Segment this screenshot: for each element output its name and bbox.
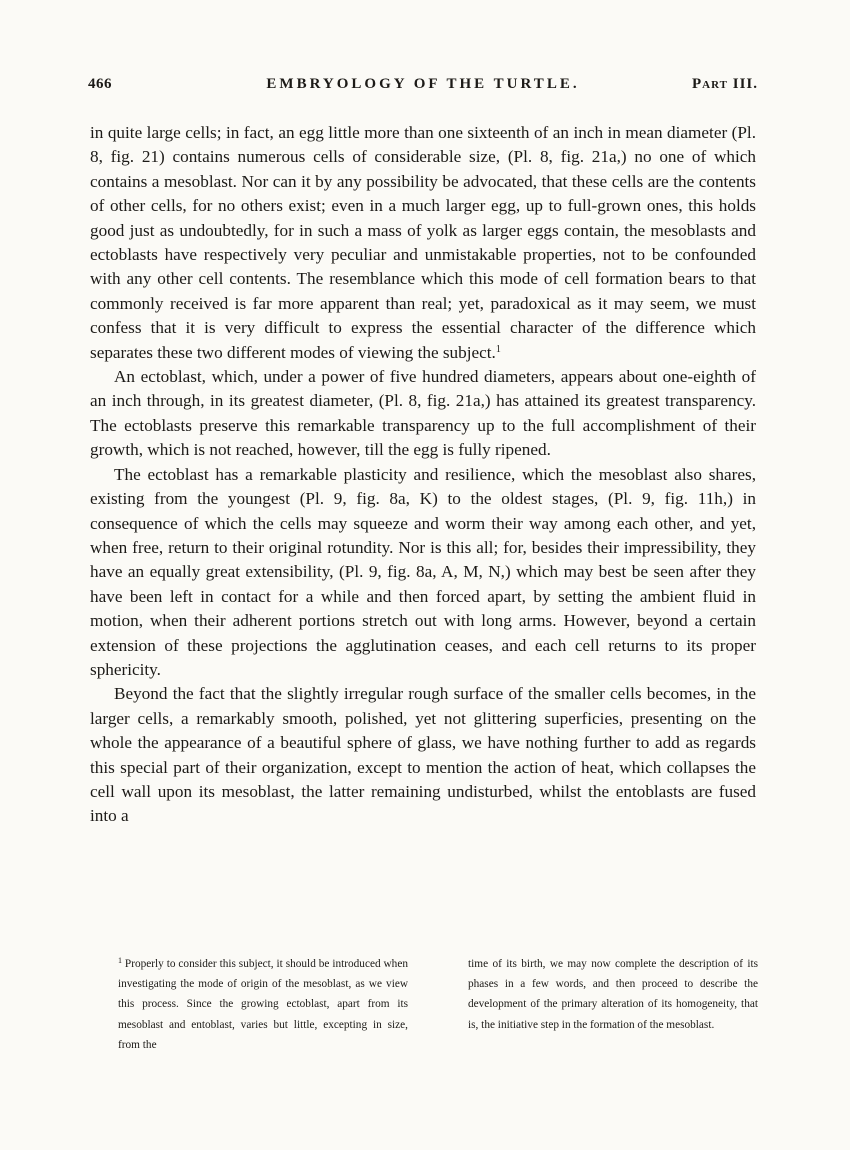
running-title: EMBRYOLOGY OF THE TURTLE. — [266, 76, 580, 92]
running-head — [88, 76, 758, 102]
paragraph-4: Beyond the fact that the slightly irregular rough surface of the smaller cells becomes, in the larger cells, a remarkably smooth, polished, yet not glittering superficies, presenting on the whole the appearance of a beautiful sphere of glass, we have nothing further to add as regards this special part of their organization, except to mention the action of heat, which collapses the cell wall upon its mesoblast, the latter remaining undisturbed, whilst the entoblasts are fused into a — [90, 684, 756, 826]
footnote-marker: 1 — [118, 956, 122, 965]
page-number: 466 — [88, 76, 112, 92]
body-text — [90, 121, 756, 829]
paragraph-2: An ectoblast, which, under a power of five hundred diameters, appears about one-eighth of an inch through, in its greatest diameter, (Pl. 8, fig. 21a,) has attained its greatest transparency. The ectoblasts preserve this remarkable transparency up to the full accomplishment of their growth, which is not reached, however, till the egg is fully ripened. — [90, 367, 756, 460]
paragraph-3: The ectoblast has a remarkable plasticity and resilience, which the mesoblast also shares, existing from the youngest (Pl. 9, fig. 8a, K) to the oldest stages, (Pl. 9, fig. 11h,) in consequence of which the cells may squeeze and worm their way among each other, and yet, when free, return to their original rotundity. Nor is this all; for, besides their impressibility, they have an equally great extensibility, (Pl. 9, fig. 8a, A, M, N,) which may best be seen after they have been left in contact for a while and then forced apart, by setting the ambient fluid in motion, when their adherent portions stretch out with long arms. However, beyond a certain extension of these projections the agglutination ceases, and each cell returns to its proper sphericity. — [90, 464, 756, 679]
footnote-text-1: Properly to consider this subject, it should be introduced when investigating the mode of origin of the mesoblast, as we view this process. Since the growing ectoblast, apart from its mesoblast and entoblast, varies but little, excepting in size, from the — [118, 958, 408, 1051]
paragraph-1 — [90, 121, 756, 365]
part-label: Part III. — [691, 76, 758, 92]
footnote-reference: 1 — [495, 343, 501, 355]
paragraph-1-text: in quite large cells; in fact, an egg little more than one sixteenth of an inch in mean diameter (Pl. 8, fig. 21) contains numerous cells of considerable size, (Pl. 8, fig. 21a,) no one of which contains a mesoblast. Nor can it by any possibility be advocated, that these cells are the contents of other cells, for no others exist; even in a much larger egg, up to full-grown ones, this holds good just as undoubtedly, for in such a mass of yolk as larger eggs contain, the mesoblasts and ectoblasts have respectively very peculiar and unmistakable properties, not to be confounded with any other cell contents. The resemblance which this mode of cell formation bears to that commonly received is far more apparent than real; yet, paradoxical as it may seem, we must confess that it is very difficult to express the essential character of the difference which separates these two different modes of viewing the subject. — [90, 123, 756, 362]
footnote — [118, 954, 758, 1055]
footnote-column-2: time of its birth, we may now complete the description of its phases in a few words, and then proceed to describe the development of the primary alteration of its homogeneity, that is, the initiative step in the formation of the mesoblast. — [468, 958, 758, 1031]
footnote-column-1 — [118, 954, 408, 1055]
